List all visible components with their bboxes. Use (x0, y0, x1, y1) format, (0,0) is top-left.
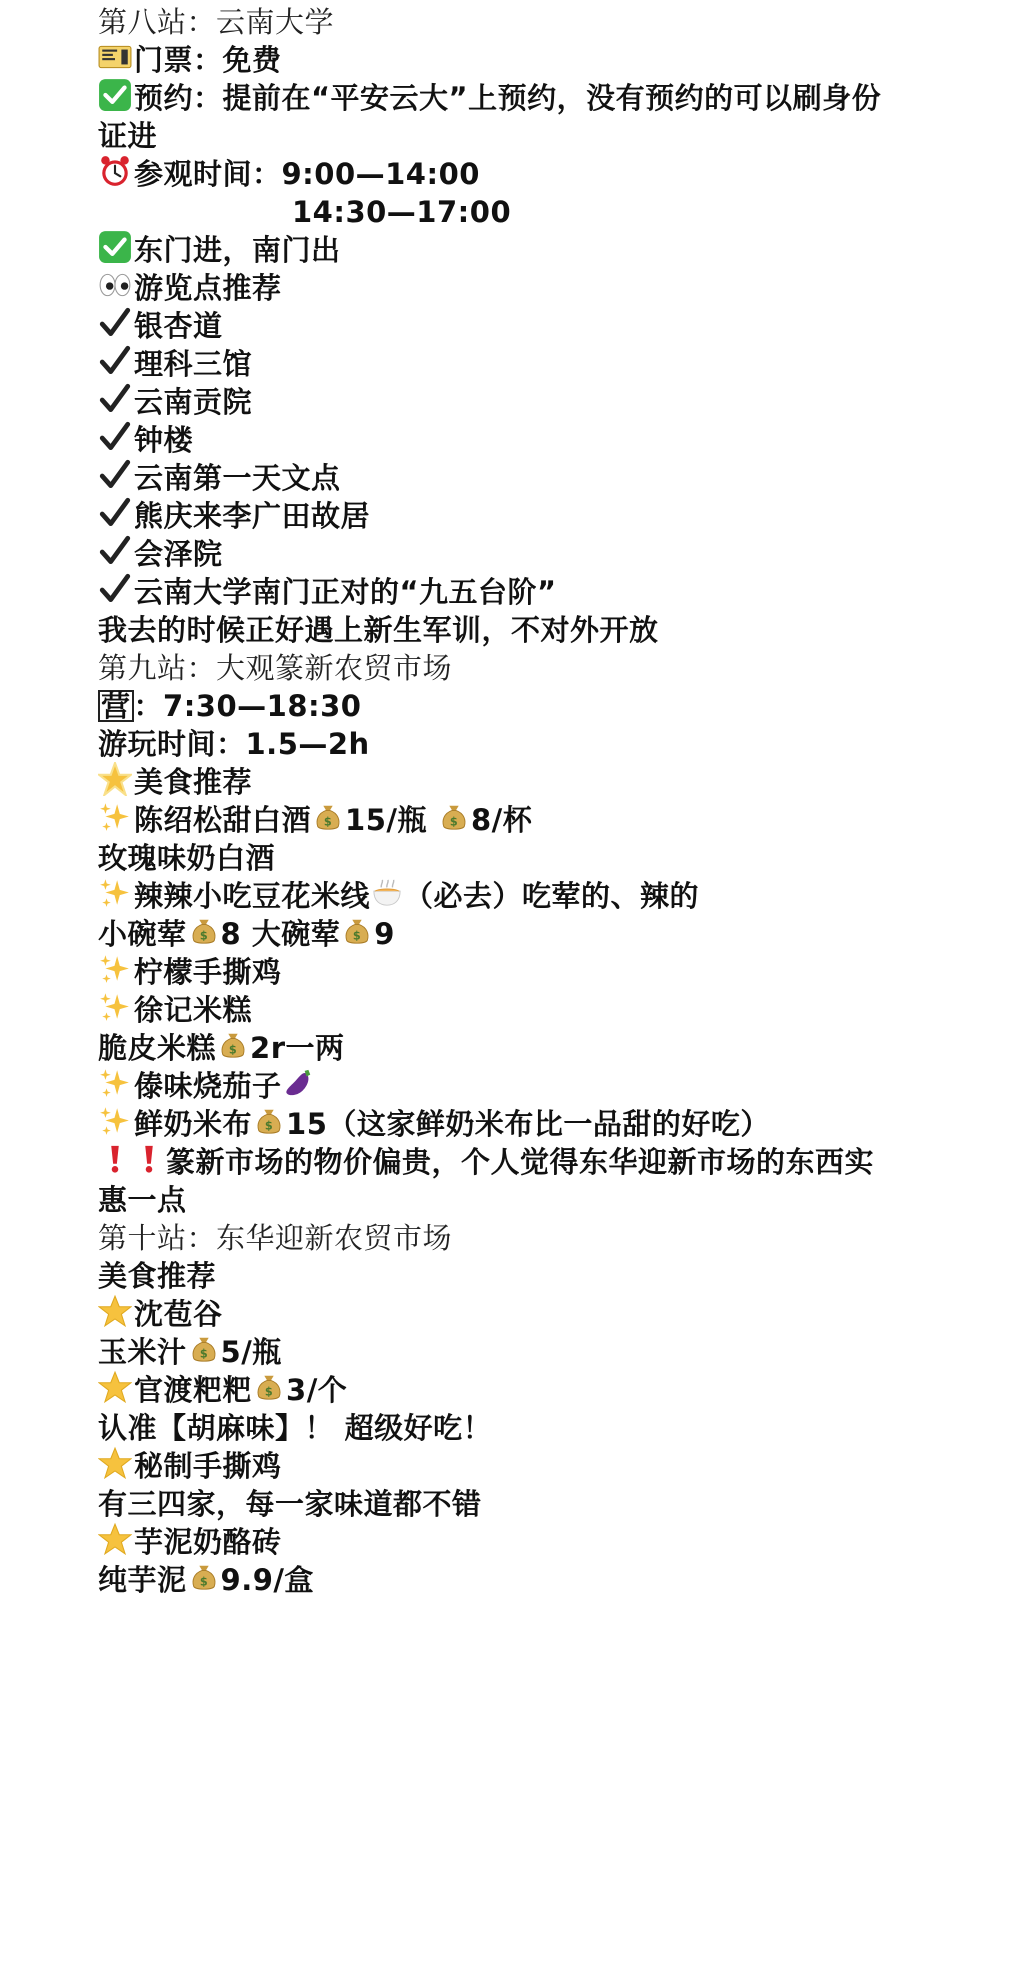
play-time-line (98, 722, 370, 762)
red-exclamation-icon (134, 1144, 164, 1174)
food-item (98, 1520, 282, 1560)
check-mark-icon (98, 420, 132, 454)
steaming-bowl-icon (372, 878, 402, 908)
food-note (98, 1406, 492, 1446)
line-text: 熊庆来李广田故居 (134, 499, 371, 533)
line-text: 理科三馆 (134, 347, 253, 381)
line-text: 官渡粑粑 (134, 1373, 253, 1407)
sparkles-icon (98, 990, 132, 1024)
star-icon (98, 1522, 132, 1556)
star-icon (98, 1446, 132, 1480)
money-bag-icon (189, 916, 219, 946)
section-heading-stop-10 (98, 1216, 452, 1256)
line-text: 认准【胡麻味】！ 超级好吃！ (98, 1411, 493, 1445)
food-item (98, 1444, 282, 1484)
price-text: 15/瓶 (345, 803, 427, 837)
attraction-item (98, 418, 193, 458)
line-text: 纯芋泥 (98, 1563, 187, 1597)
attraction-item (98, 304, 223, 344)
line-text: 有三四家，每一家味道都不错 (98, 1487, 482, 1521)
star-icon (98, 1294, 132, 1328)
red-exclamation-icon (100, 1144, 130, 1174)
money-bag-icon (342, 916, 372, 946)
reservation-line (98, 76, 881, 116)
line-text: 徐记米糕 (134, 993, 253, 1027)
check-mark-icon (98, 534, 132, 568)
line-text: 会泽院 (134, 537, 223, 571)
line-text: 门票：免费 (134, 43, 282, 77)
food-item (98, 1292, 223, 1332)
check-mark-icon (98, 344, 132, 378)
price-text: 9 (374, 917, 395, 951)
line-text: 沈苞谷 (134, 1297, 223, 1331)
check-mark-icon (98, 496, 132, 530)
check-mark-button-icon (98, 78, 132, 112)
sparkles-icon (98, 876, 132, 910)
star-icon (98, 1370, 132, 1404)
food-price-line (98, 912, 395, 952)
attraction-item (98, 380, 252, 420)
check-mark-icon (98, 572, 132, 606)
line-text: （必去）吃荤的、辣的 (404, 879, 700, 913)
sparkles-icon (98, 800, 132, 834)
attraction-item (98, 494, 370, 534)
food-price-line (98, 1558, 314, 1598)
sparkles-icon (98, 1066, 132, 1100)
food-item (98, 1368, 347, 1408)
attraction-item (98, 532, 223, 572)
line-text: 钟楼 (134, 423, 194, 457)
food-item (98, 874, 699, 914)
visit-time-line (98, 152, 480, 192)
check-mark-button-icon (98, 230, 132, 264)
food-item (98, 988, 252, 1028)
money-bag-icon (189, 1562, 219, 1592)
money-bag-icon (439, 802, 469, 832)
line-text: 美食推荐 (134, 765, 253, 799)
food-item (98, 1102, 770, 1142)
line-text: 游览点推荐 (134, 271, 282, 305)
food-item (98, 1064, 316, 1104)
money-bag-icon (254, 1106, 284, 1136)
line-text: 云南贡院 (134, 385, 253, 419)
food-item (98, 798, 532, 838)
open-badge: 营 (98, 690, 134, 722)
price-text: 2r一两 (250, 1031, 345, 1065)
check-mark-icon (98, 458, 132, 492)
line-text: 玫瑰味奶白酒 (98, 841, 276, 875)
food-price-line (98, 1026, 345, 1066)
check-mark-icon (98, 306, 132, 340)
line-text: 小碗荤 (98, 917, 187, 951)
line-text: 辣辣小吃豆花米线 (134, 879, 371, 913)
line-text: 芋泥奶酪砖 (134, 1525, 282, 1559)
price-text: 8/杯 (470, 803, 533, 837)
line-text: 14:30—17:00 (292, 195, 512, 229)
ticket-icon (98, 40, 132, 74)
price-text: 9.9/盒 (220, 1563, 314, 1597)
line-text: 证进 (98, 119, 158, 153)
attraction-item (98, 570, 557, 610)
line-text: 玉米汁 (98, 1335, 187, 1369)
line-text: 银杏道 (134, 309, 223, 343)
line-text: 傣味烧茄子 (134, 1069, 282, 1103)
note-line (98, 608, 659, 648)
line-text: 游玩时间：1.5—2h (98, 727, 370, 761)
line-text: 我去的时候正好遇上新生军训，不对外开放 (98, 613, 659, 647)
section-heading-stop-9 (98, 646, 452, 686)
line-text: 美食推荐 (98, 1259, 217, 1293)
food-note (98, 1482, 482, 1522)
warning-line-continued (98, 1178, 187, 1218)
money-bag-icon (189, 1334, 219, 1364)
line-text: 篆新市场的物价偏贵，个人觉得东华迎新市场的东西实 (166, 1145, 875, 1179)
line-text: 参观时间：9:00—14:00 (134, 157, 480, 191)
money-bag-icon (254, 1372, 284, 1402)
attraction-item (98, 342, 252, 382)
food-heading (98, 1254, 216, 1294)
line-text: 柠檬手撕鸡 (134, 955, 282, 989)
price-text: 15（这家鲜奶米布比一品甜的好吃） (286, 1107, 770, 1141)
glowing-star-icon (98, 762, 132, 796)
food-heading (98, 760, 252, 800)
sparkles-icon (98, 952, 132, 986)
food-note (98, 836, 275, 876)
line-text: 鲜奶米布 (134, 1107, 253, 1141)
food-item (98, 950, 282, 990)
line-text: 云南大学南门正对的“九五台阶” (134, 575, 557, 609)
visit-time-line-2 (292, 190, 511, 230)
alarm-clock-icon (98, 154, 132, 188)
line-text: 东门进，南门出 (134, 233, 341, 267)
attraction-item (98, 456, 341, 496)
eyes-icon (98, 268, 132, 302)
hours-line (98, 684, 361, 724)
line-text: 预约：提前在“平安云大”上预约，没有预约的可以刷身份 (134, 81, 882, 115)
heading-text: 第八站：云南大学 (98, 5, 335, 39)
line-text: 秘制手撕鸡 (134, 1449, 282, 1483)
price-text: 3/个 (286, 1373, 348, 1407)
food-price-line (98, 1330, 282, 1370)
heading-text: 第九站：大观篆新农贸市场 (98, 651, 453, 685)
money-bag-icon (313, 802, 343, 832)
price-text: 8 大碗荤 (220, 917, 341, 951)
price-text: 5/瓶 (220, 1335, 282, 1369)
line-text: 陈绍松甜白酒 (134, 803, 312, 837)
line-text: 惠一点 (98, 1183, 187, 1217)
reservation-line-continued (98, 114, 157, 154)
line-text: 云南第一天文点 (134, 461, 341, 495)
attractions-heading (98, 266, 282, 306)
ticket-line (98, 38, 282, 78)
eggplant-icon (284, 1068, 314, 1098)
line-text: ：7:30—18:30 (133, 689, 362, 723)
line-text: 脆皮米糕 (98, 1031, 217, 1065)
sparkles-icon (98, 1104, 132, 1138)
money-bag-icon (218, 1030, 248, 1060)
entry-exit-line (98, 228, 341, 268)
warning-line (98, 1140, 874, 1180)
heading-text: 第十站：东华迎新农贸市场 (98, 1221, 453, 1255)
section-heading-stop-8 (98, 0, 334, 40)
check-mark-icon (98, 382, 132, 416)
